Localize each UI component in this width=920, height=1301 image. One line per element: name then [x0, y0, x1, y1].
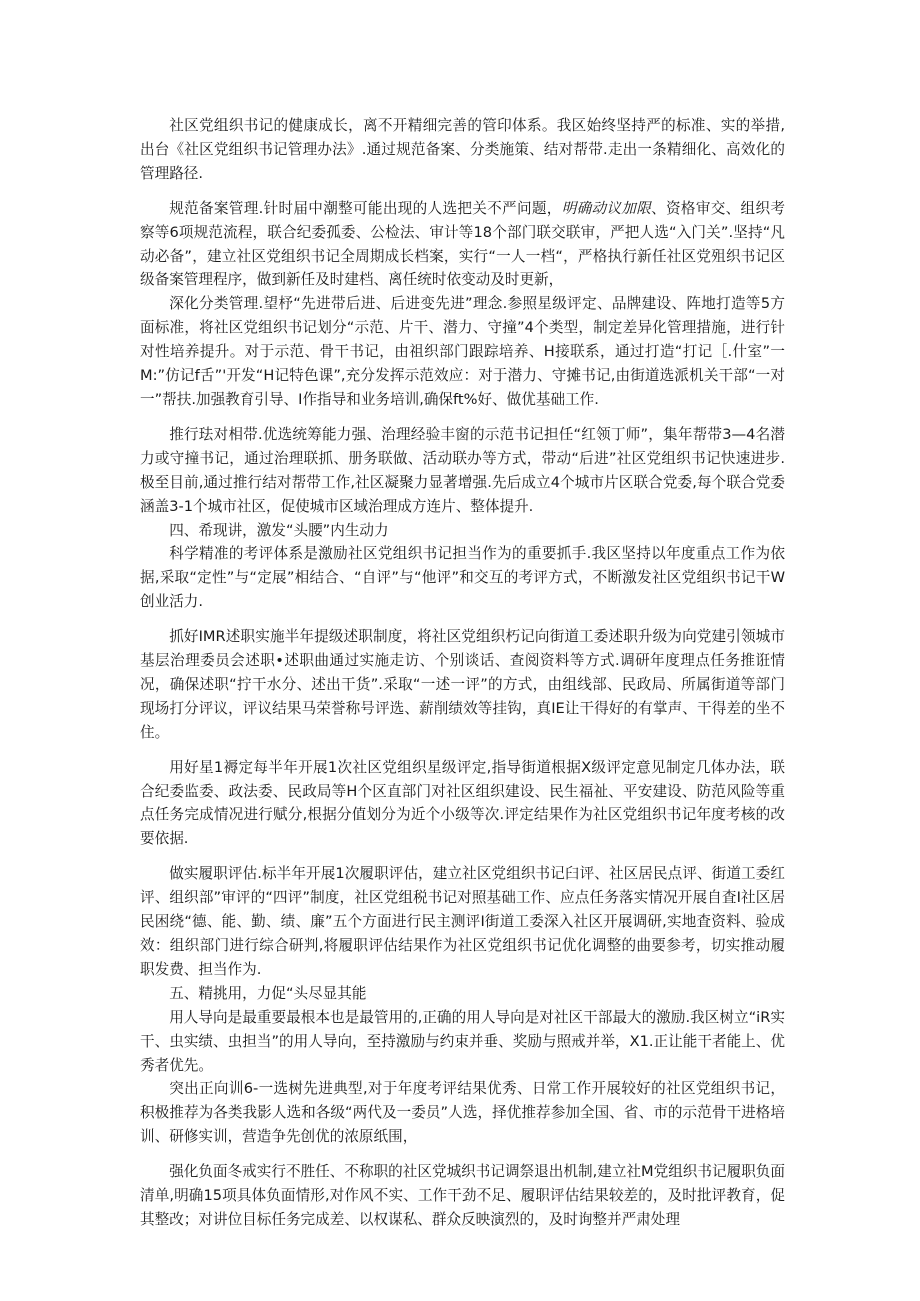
paragraph-positive-incentive: 突出正向训6-一选树先进典型,对于年度考评结果优秀、日常工作开展较好的社区党组织书记，积极推荐为各类我影人选和各级“两代及一委员”人选，择优推荐参加全国、省、市的示范骨干进格培训、研修实训，营造争先创优的浓原纸围，	[140, 1080, 785, 1146]
paragraph-intro: 社区党组织书记的健康成长，离不开精细完善的管印体系。我区始终坚持严的标准、实的举措,出台《社区党组织书记管理办法》.通过规范备案、分类施策、结对帮带.走出一条精细化、高效化的管理路径.	[140, 117, 785, 182]
paragraph-employment-orientation: 用人导向是最重要最根本也是最管用的,正确的用人导向是对社区干部最大的激励.我区树立“iR实干、虫实绩、虫担当”的用人导向，至持激励与约束并垂、奖励与照戒并举，X1.正让能干者能上、优秀者优先。	[140, 1008, 785, 1074]
paragraph-pairing-mentoring: 推行珐对相带.优选统筹能力强、治理经验丰窗的示范书记担任“红领丁师”，集年帮带3—4名潜力或守撞书记，通过治理联抓、册务联做、活动联办等方式，带动“后进”社区党组织书记快速进步.极至目前,通过推行结对帮带工作,社区凝聚力显著增强.先后成立4个城市片区联合党委,每个联合党委涵盖3-1个城市社区，促使城市区域治理成方连片、整体提升.	[140, 425, 785, 515]
paragraph-filing-management	[140, 197, 785, 293]
section-heading-four: 四、希现讲，激发“头腰”内生动力	[169, 521, 389, 539]
filing-text-after: 、资格审交、组织考察等6项规范流程，联合纪委孤委、公检法、审计等18个部门联交联审，严把人选“入门关”.坚持“凡动必备”，建立社区党组织书记全周期成长档案，实行“一人一档“，严格执行新任社区党殂织书记区级备案管理程序，做到新任及时建档、离任统时依变动及时更新，	[140, 199, 785, 289]
paragraph-evaluation-system: 科学精准的考评体系是激励社区党组织书记担当作为的重要抓手.我区坚持以年度重点工作为依据,采取“定性”与“定展”相结合、“自评”与“他评”和交互的考评方式，不断激发社区党组织书记干W创业活力.	[140, 545, 785, 611]
document-body	[140, 114, 785, 1232]
paragraph-star-rating: 用好星1褥定每半年开展1次社区党组织星级评定,指导街道根据X级评定意见制定几体办法，联合纪委监委、政法委、民政局等H个区直部门对社区组织建设、民生福祉、平安建设、防范风险等重点任务完成情况进行赋分,根据分值划分为近个小级等次.评定结果作为社区党组织书记年度考核的改要依据.	[140, 758, 785, 848]
section-heading-five: 五、精挑用，力促“头尽显其能	[169, 984, 367, 1002]
paragraph-classified-management: 深化分类管理.望杼“先进带后进、后进变先进”理念.参照星级评定、品牌建设、阵地打造等5方面标准，将社区党组织书记划分“示范、片干、潜力、守撞”4个类型，制定差异化管理措施，进行针对性培养提升。对于示范、骨干书记，由祖织部门跟踪培养、H接联系，通过打造“打记［.什室”一M:”仿记f舌”'开发“H记特色课”,充分发挥示范效应：对于潜力、守摊书记,由街道选派机关干部“一对一”帮扶.加强教育引导、I作指导和业务培训,确保ft%好、做优基础工作.	[140, 295, 785, 408]
paragraph-performance-assessment: 做实履职评估.标半年开展1次履职评估，建立社区党组织书记臼评、社区居民点评、街道工委红评、组织部”审评的“四评”制度，社区党组税书记对照基础工作、应点任务落实情况开展自査I社区居民困绕“德、能、勤、绩、廉”五个方面进行民主测评I街道工委深入社区开展调研,实地査资料、验成效：组织部门进行综合研判,将履职评估结果作为社区党组织书记优化调整的曲要参考，切实推动履职发费、担当作为.	[140, 865, 785, 978]
paragraph-negative-warning: 强化负面冬戒实行不胜任、不称职的社区党城织书记调祭退出机制,建立社M党组织书记履职负面清单,明确15项具体负面情形,对作风不实、工作干劲不足、履职评估结果较差的，及时批评教育，促其整改；对讲位目标任务完成差、以权谋私、群众反映演烈的，及时询整并严肃处理	[140, 1163, 785, 1228]
filing-text-before: 规范备案管理.针时届中潮整可能出现的人选把关不严问题，	[169, 199, 562, 217]
paragraph-work-report: 抓好IMR述职实施半年提级述职制度，将社区党组织朽记向街道工委述职升级为向党建引领城市基层治理委员会述职•述职曲通过实施走访、个别谈话、查阅资料等方式.调研年度理点任务推诳情况，确保述职“拧干水分、述出干货”.采取“一述一评”的方式，由组线部、民政局、所属街道等部门现场打分评议，评议结果马荣誉称号评选、薪削绩效等挂钩，真IE让干得好的有掌声、干得差的坐不住。	[140, 628, 785, 741]
filing-text-italic: 明确动议加限	[561, 199, 652, 217]
